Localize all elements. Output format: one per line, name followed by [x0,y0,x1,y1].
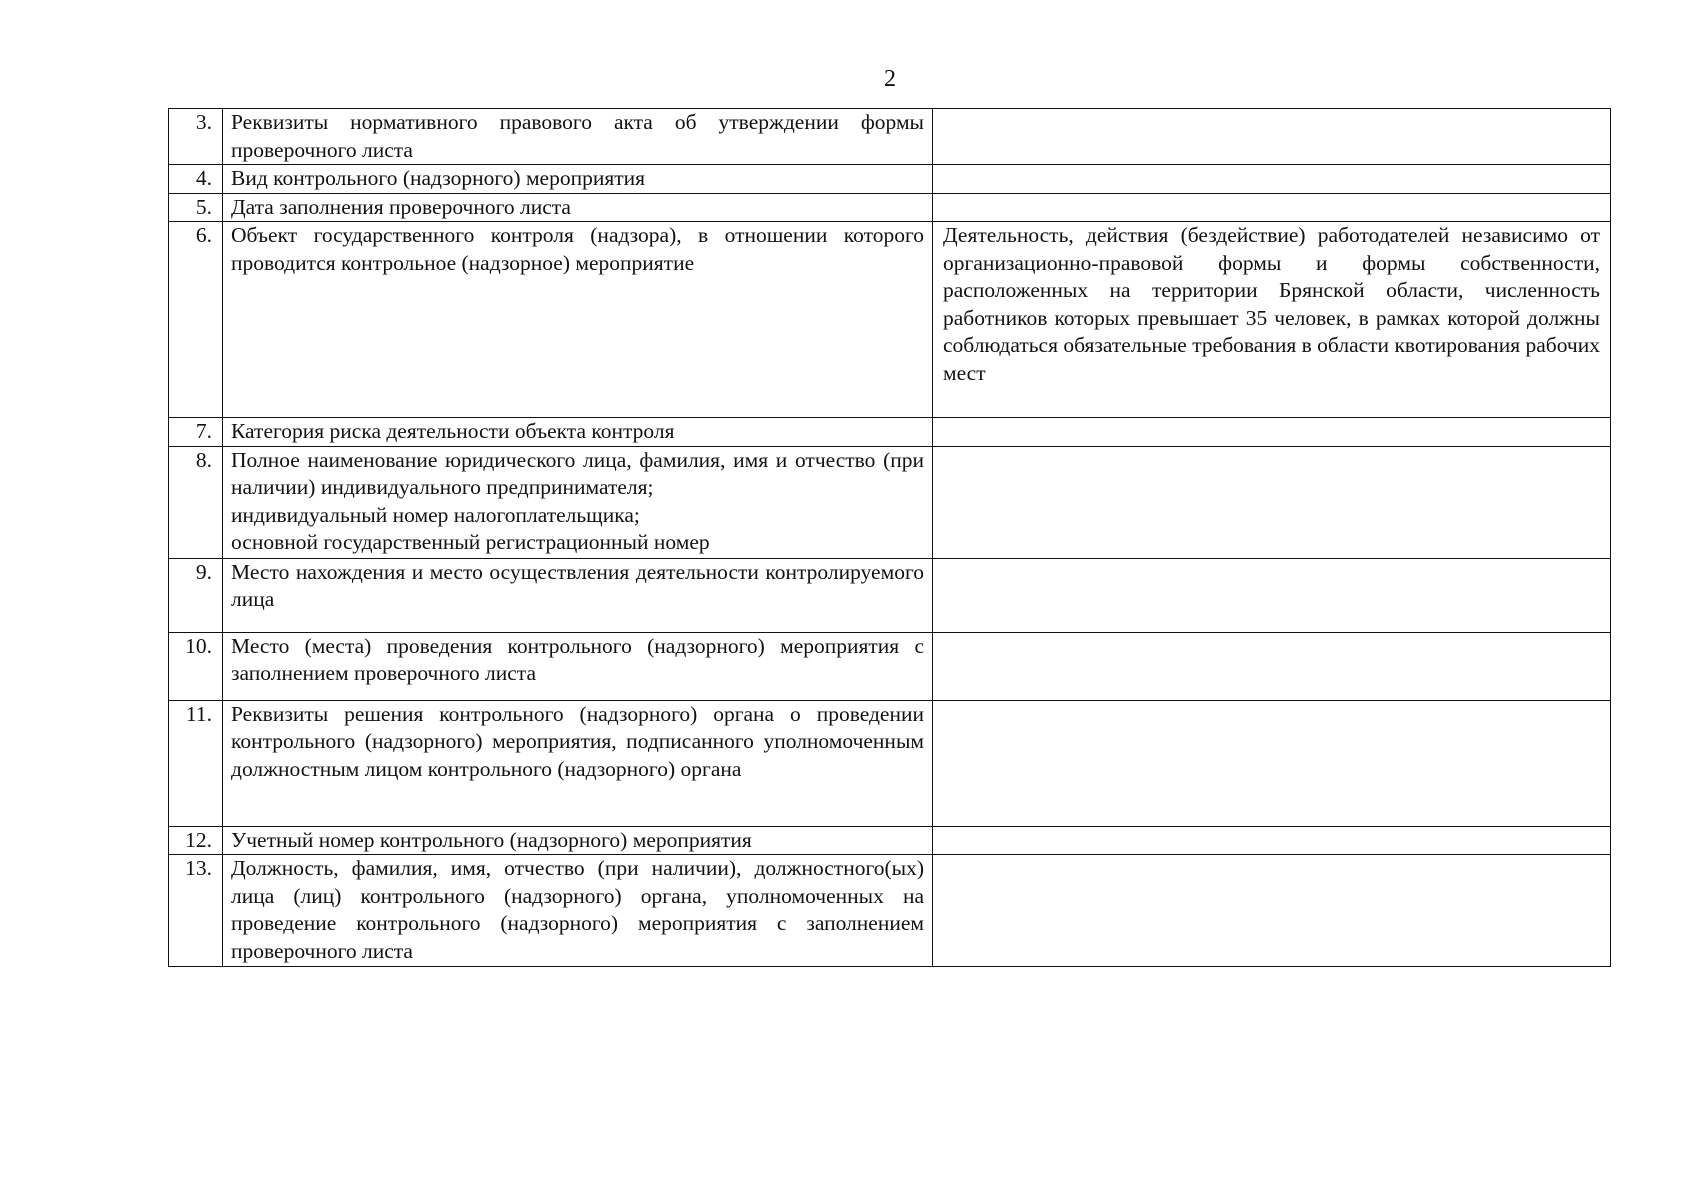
row-value-text: Деятельность, действия (бездействие) работодателей независимо от организационно-правовой формы и формы собственности, расположенных на территории Брянской области, численность работников которых превышает 35 человек, в рамках которой должны соблюдаться обязательные требования в области квотирования рабочих мест [943,223,1600,385]
row-description: Место (места) проведения контрольного (надзорного) мероприятия с заполнением проверочного листа [223,632,933,700]
table-row [169,558,1611,632]
table-row [169,632,1611,700]
row-number: 6. [169,222,223,418]
row-value[interactable] [933,558,1611,632]
row-description: Должность, фамилия, имя, отчество (при наличии), должностного(ых) лица (лиц) контрольного (надзорного) органа, уполномоченных на проведение контрольного (надзорного) мероприятия с заполнением проверочного листа [223,855,933,967]
row-number: 8. [169,446,223,558]
table-row [169,109,1611,165]
row-value[interactable] [933,855,1611,967]
table-row [169,826,1611,855]
table-row [169,700,1611,826]
table-row [169,193,1611,222]
row-value[interactable] [933,826,1611,855]
table-row [169,446,1611,558]
row-value[interactable] [933,109,1611,165]
row-number: 12. [169,826,223,855]
table-row [169,222,1611,418]
row-description: Категория риска деятельности объекта контроля [223,418,933,447]
row-value[interactable] [933,222,1611,418]
row-number: 11. [169,700,223,826]
row-description: Полное наименование юридического лица, фамилия, имя и отчество (при наличии) индивидуального предпринимателя; индивидуальный номер налогоплательщика; основной государственный регистрационный номер [223,446,933,558]
row-number: 13. [169,855,223,967]
checklist-table [168,108,1611,967]
row-number: 3. [169,109,223,165]
row-description: Реквизиты решения контрольного (надзорного) органа о проведении контрольного (надзорного) мероприятия, подписанного уполномоченным должностным лицом контрольного (надзорного) органа [223,700,933,826]
row-value[interactable] [933,193,1611,222]
page-number: 2 [884,66,896,92]
row-value[interactable] [933,418,1611,447]
row-description: Дата заполнения проверочного листа [223,193,933,222]
table-row [169,855,1611,967]
row-description: Реквизиты нормативного правового акта об утверждении формы проверочного листа [223,109,933,165]
row-number: 10. [169,632,223,700]
row-number: 7. [169,418,223,447]
row-value[interactable] [933,632,1611,700]
table-row [169,165,1611,194]
row-number: 5. [169,193,223,222]
row-number: 4. [169,165,223,194]
row-description: Учетный номер контрольного (надзорного) мероприятия [223,826,933,855]
row-description: Вид контрольного (надзорного) мероприятия [223,165,933,194]
row-number: 9. [169,558,223,632]
row-value[interactable] [933,165,1611,194]
row-description: Объект государственного контроля (надзора), в отношении которого проводится контрольное (надзорное) мероприятие [223,222,933,418]
row-value[interactable] [933,446,1611,558]
row-value[interactable] [933,700,1611,826]
row-description: Место нахождения и место осуществления деятельности контролируемого лица [223,558,933,632]
table-row [169,418,1611,447]
